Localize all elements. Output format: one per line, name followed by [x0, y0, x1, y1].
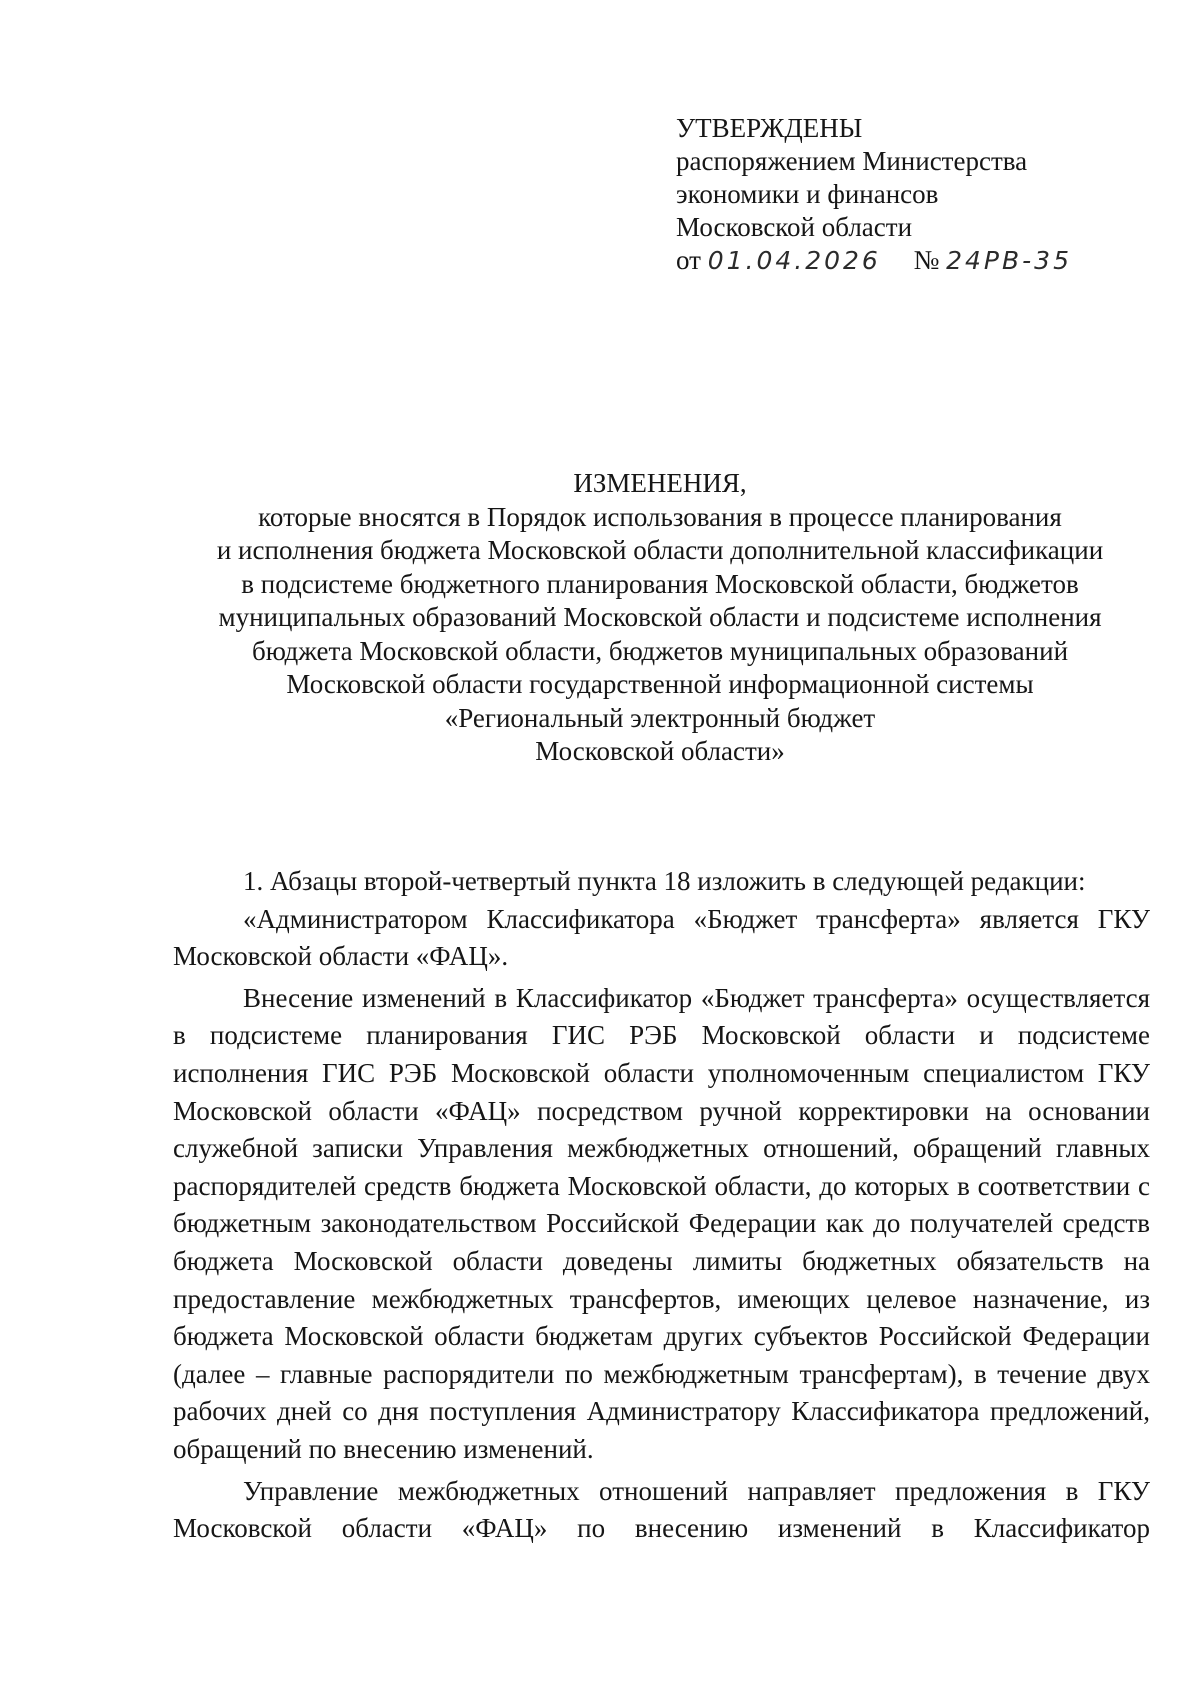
document-heading: [160, 467, 1160, 769]
heading-line: в подсистеме бюджетного планирования Московской области, бюджетов: [241, 568, 1079, 599]
number-prefix: №: [913, 245, 940, 275]
approval-line-3: Московской области: [676, 212, 913, 242]
heading-line: Московской области государственной информационной системы: [286, 669, 1034, 699]
heading-line: и исполнения бюджета Московской области дополнительной классификации: [216, 535, 1104, 565]
heading-line: «Региональный электронный бюджет: [444, 702, 876, 733]
approval-line-2: экономики и финансов: [676, 179, 939, 209]
handwritten-date: 01.04.2026: [707, 246, 881, 275]
handwritten-number: 24РВ-35: [946, 246, 1072, 275]
paragraph-2: «Администратором Классификатора «Бюджет трансферта» является ГКУ Московской области «ФАЦ».: [173, 903, 1150, 972]
paragraph-3: Внесение изменений в Классификатор «Бюджет трансферта» осуществляется в подсистеме планирования ГИС РЭБ Московской области и подсистеме исполнения ГИС РЭБ Московской области уполномоченным специалистом ГКУ Московской области «ФАЦ» посредством ручной корректировки на основании служебной записки Управления межбюджетных отношений, обращений главных распорядителей средств бюджета Московской области, до которых в соответствии с бюджетным законодательством Российской Федерации как до получателей средств бюджета Московской области доведены лимиты бюджетных обязательств на предоставление межбюджетных трансфертов, имеющих целевое назначение, из бюджета Московской области бюджетам других субъектов Российской Федерации (далее – главные распорядители по межбюджетным трансфертам), в течение двух рабочих дней со дня поступления Администратору Классификатора предложений, обращений по внесению изменений.: [173, 982, 1150, 1464]
heading-line: Московской области»: [535, 736, 785, 766]
document-body: [173, 863, 1150, 1548]
heading-line: которые вносятся в Порядок использования в процессе планирования: [258, 501, 1062, 532]
heading-title: ИЗМЕНЕНИЯ,: [573, 468, 747, 498]
paragraph-4: Управление межбюджетных отношений направляет предложения в ГКУ Московской области «ФАЦ» по внесению изменений в Классификатор: [173, 1475, 1150, 1544]
paragraph-1: 1. Абзацы второй-четвертый пункта 18 изложить в следующей редакции:: [243, 866, 1086, 896]
approval-date-line: [676, 244, 1156, 277]
approval-stamp: [676, 112, 1156, 277]
date-prefix: от: [676, 245, 701, 275]
approval-line-1: распоряжением Министерства: [676, 146, 1028, 176]
heading-line: бюджета Московской области, бюджетов муниципальных образований: [251, 635, 1069, 666]
approval-title: УТВЕРЖДЕНЫ: [676, 113, 863, 143]
heading-line: муниципальных образований Московской области и подсистеме исполнения: [218, 602, 1102, 632]
